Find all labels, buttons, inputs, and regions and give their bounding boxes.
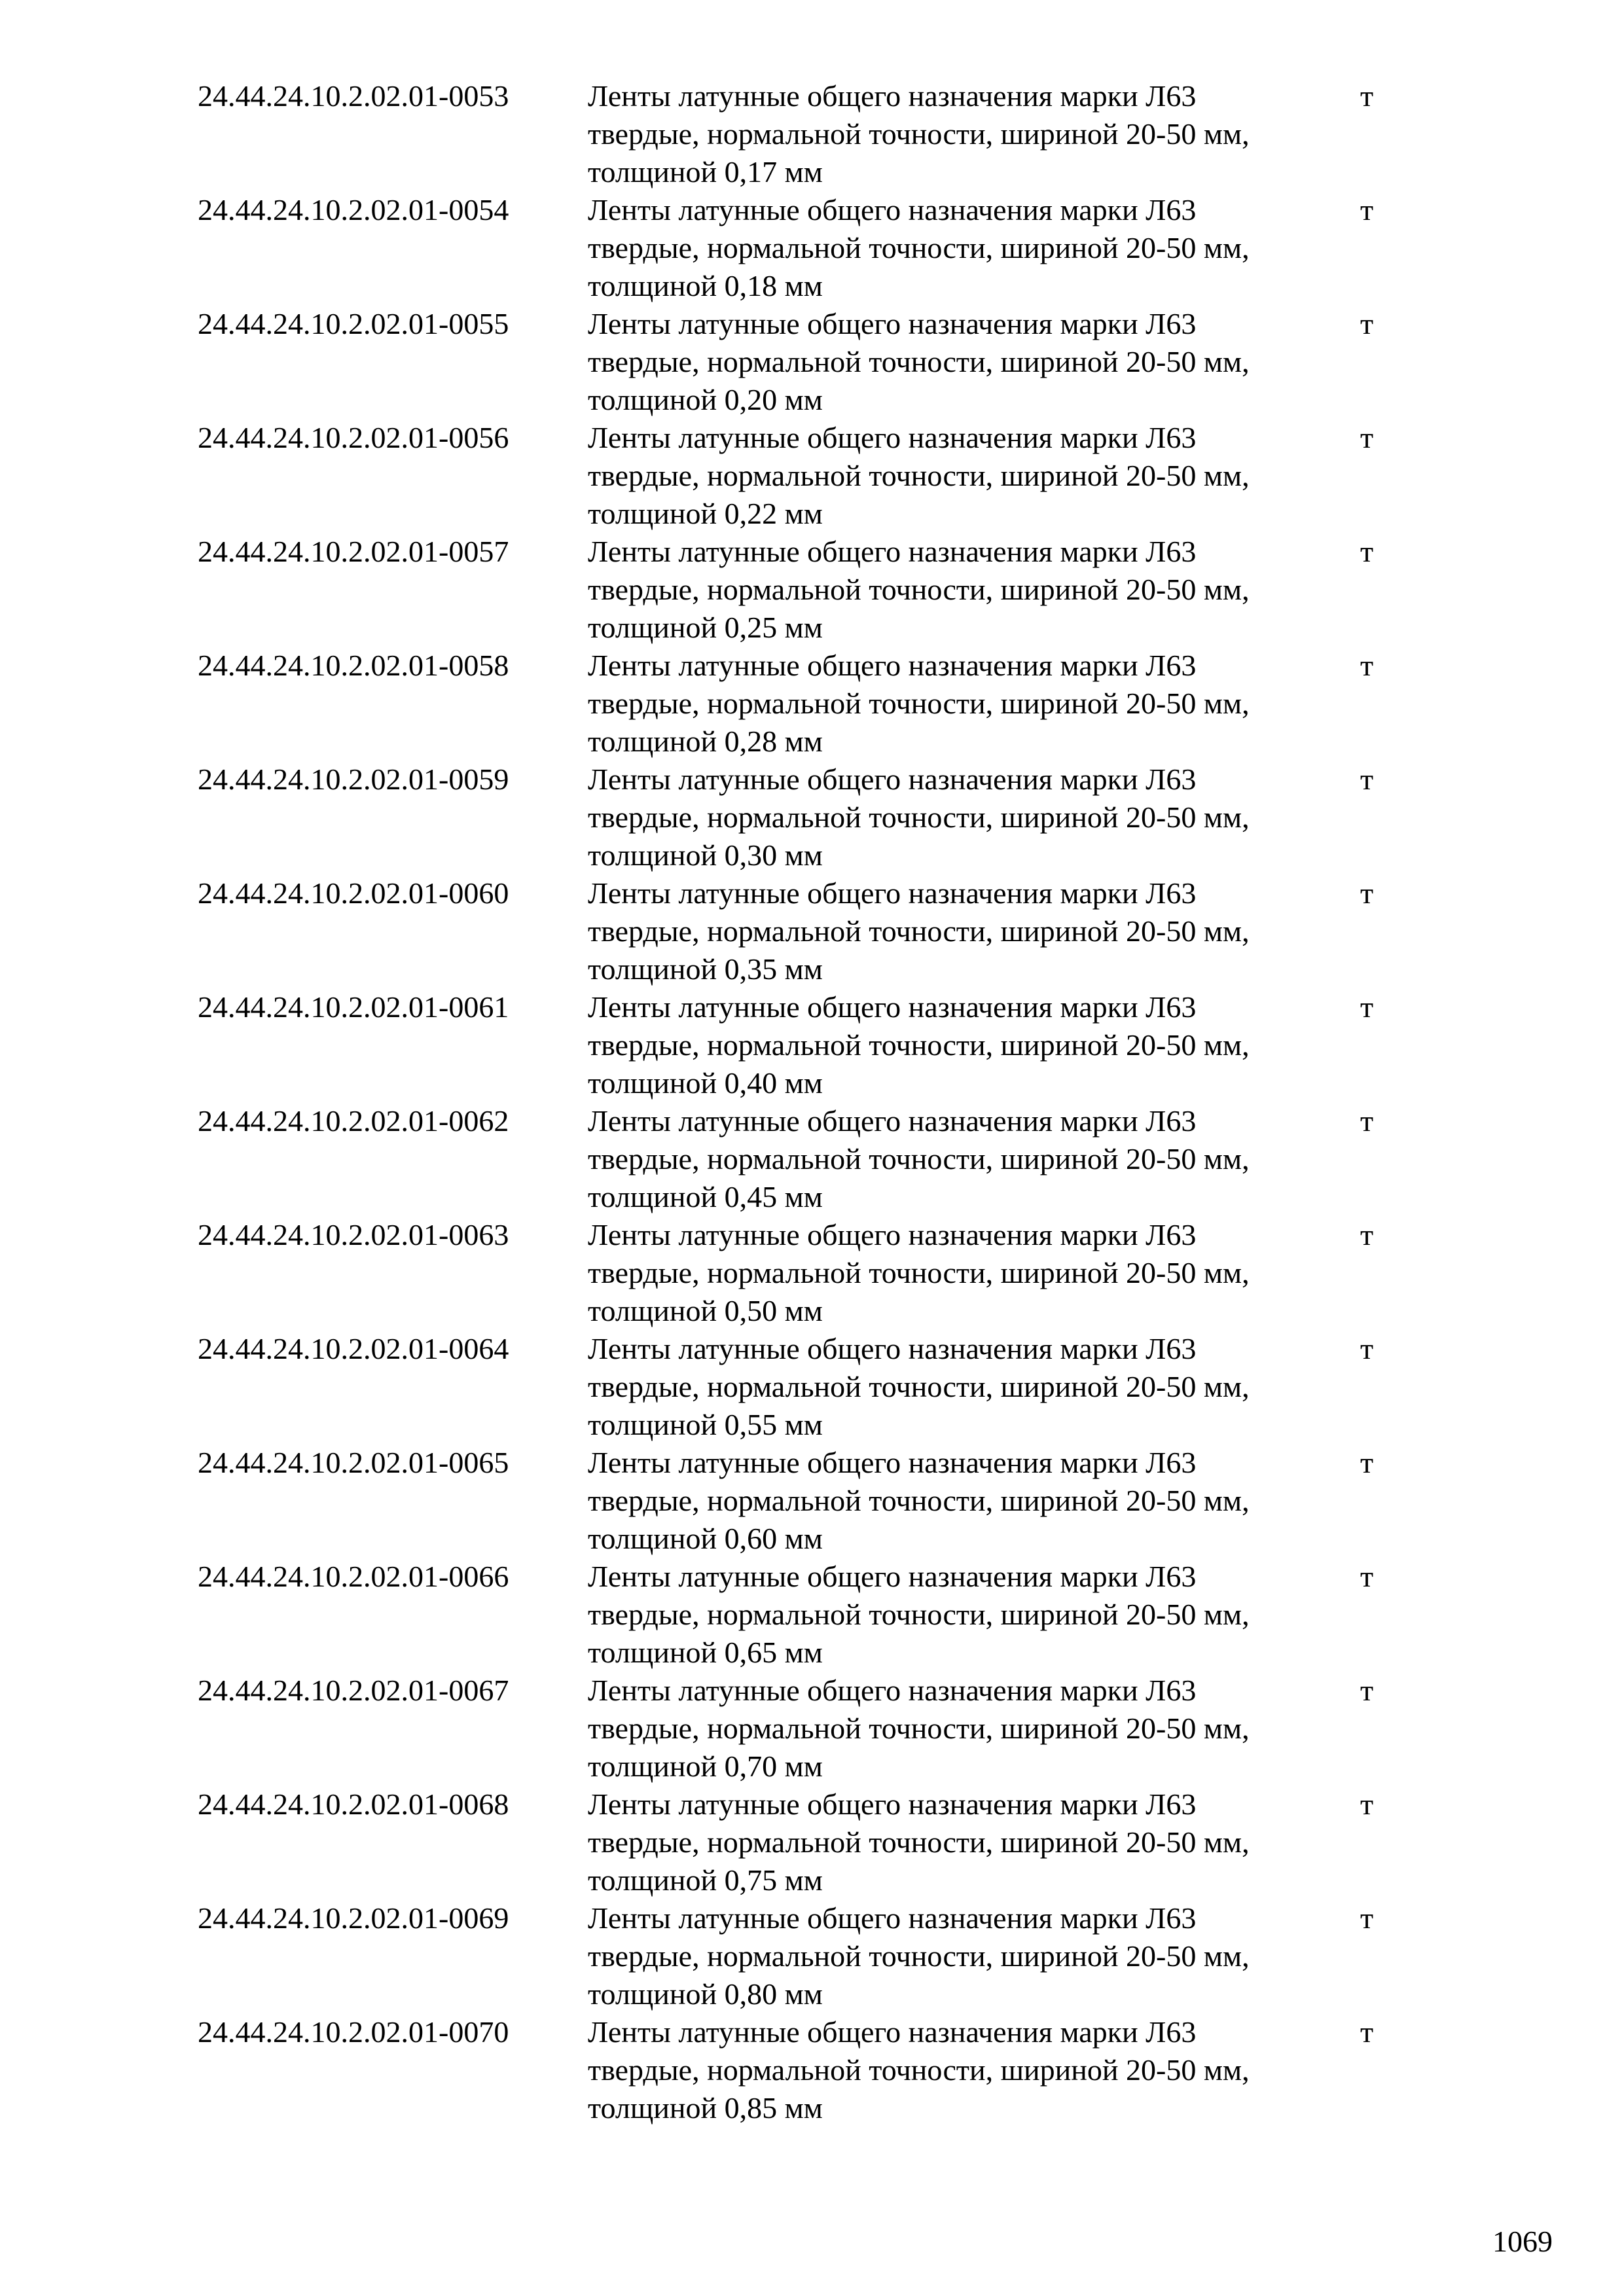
description-line: твердые, нормальной точности, шириной 20-50 мм, (588, 2053, 1250, 2087)
description-line: толщиной 0,85 мм (588, 2091, 823, 2125)
resource-description (588, 761, 1360, 874)
unit-of-measure: т (1360, 649, 1374, 682)
resource-description (588, 1672, 1360, 1785)
table-row (198, 191, 1441, 305)
unit-of-measure: т (1360, 1674, 1374, 1707)
unit-of-measure: т (1360, 1560, 1374, 1593)
resource-code: 24.44.24.10.2.02.01-0070 (198, 2015, 509, 2049)
unit-of-measure: т (1360, 307, 1374, 340)
unit-of-measure: т (1360, 1901, 1374, 1935)
resource-code: 24.44.24.10.2.02.01-0058 (198, 649, 509, 682)
description-line: твердые, нормальной точности, шириной 20-50 мм, (588, 117, 1250, 151)
description-line: Ленты латунные общего назначения марки Л63 (588, 307, 1197, 340)
description-line: твердые, нормальной точности, шириной 20-50 мм, (588, 231, 1250, 264)
resource-code: 24.44.24.10.2.02.01-0064 (198, 1332, 509, 1365)
description-line: твердые, нормальной точности, шириной 20-50 мм, (588, 687, 1250, 720)
description-line: толщиной 0,30 мм (588, 838, 823, 872)
table-row (198, 1444, 1441, 1558)
table-row (198, 419, 1441, 533)
resource-description (588, 988, 1360, 1102)
resource-code: 24.44.24.10.2.02.01-0054 (198, 193, 509, 226)
page-number: 1069 (1492, 2225, 1553, 2258)
description-line: Ленты латунные общего назначения марки Л63 (588, 1218, 1197, 1251)
description-line: толщиной 0,17 мм (588, 155, 823, 188)
description-line: толщиной 0,45 мм (588, 1180, 823, 1213)
description-line: толщиной 0,18 мм (588, 269, 823, 302)
resource-description (588, 305, 1360, 419)
description-line: твердые, нормальной точности, шириной 20-50 мм, (588, 800, 1250, 834)
description-line: твердые, нормальной точности, шириной 20-50 мм, (588, 1370, 1250, 1403)
unit-of-measure: т (1360, 1787, 1374, 1821)
unit-of-measure: т (1360, 2015, 1374, 2049)
description-line: твердые, нормальной точности, шириной 20-50 мм, (588, 914, 1250, 948)
unit-of-measure: т (1360, 762, 1374, 796)
resource-code: 24.44.24.10.2.02.01-0053 (198, 79, 509, 113)
resource-code: 24.44.24.10.2.02.01-0065 (198, 1446, 509, 1479)
table-row (198, 1330, 1441, 1444)
unit-of-measure: т (1360, 421, 1374, 454)
unit-of-measure: т (1360, 1104, 1374, 1138)
description-line: Ленты латунные общего назначения марки Л63 (588, 649, 1197, 682)
resource-code: 24.44.24.10.2.02.01-0066 (198, 1560, 509, 1593)
description-line: твердые, нормальной точности, шириной 20-50 мм, (588, 459, 1250, 492)
description-line: твердые, нормальной точности, шириной 20-50 мм, (588, 1939, 1250, 1973)
description-line: твердые, нормальной точности, шириной 20-50 мм, (588, 1484, 1250, 1517)
description-line: толщиной 0,55 мм (588, 1408, 823, 1441)
table-row (198, 1899, 1441, 2013)
resource-description (588, 533, 1360, 647)
resource-code: 24.44.24.10.2.02.01-0067 (198, 1674, 509, 1707)
description-line: Ленты латунные общего назначения марки Л63 (588, 1446, 1197, 1479)
resource-description (588, 1102, 1360, 1216)
description-line: толщиной 0,65 мм (588, 1636, 823, 1669)
unit-of-measure: т (1360, 193, 1374, 226)
description-line: Ленты латунные общего назначения марки Л63 (588, 79, 1197, 113)
description-line: твердые, нормальной точности, шириной 20-50 мм, (588, 1142, 1250, 1175)
resource-description (588, 1785, 1360, 1899)
resource-description (588, 647, 1360, 761)
unit-of-measure: т (1360, 535, 1374, 568)
description-line: толщиной 0,75 мм (588, 1863, 823, 1897)
description-line: Ленты латунные общего назначения марки Л63 (588, 421, 1197, 454)
resource-code: 24.44.24.10.2.02.01-0061 (198, 990, 509, 1024)
table-row (198, 2013, 1441, 2127)
description-line: Ленты латунные общего назначения марки Л63 (588, 1674, 1197, 1707)
description-line: Ленты латунные общего назначения марки Л63 (588, 2015, 1197, 2049)
description-line: толщиной 0,25 мм (588, 611, 823, 644)
description-line: твердые, нормальной точности, шириной 20-50 мм, (588, 345, 1250, 378)
table-row (198, 988, 1441, 1102)
table-row (198, 874, 1441, 988)
unit-of-measure: т (1360, 79, 1374, 113)
resource-description (588, 1899, 1360, 2013)
resource-code: 24.44.24.10.2.02.01-0062 (198, 1104, 509, 1138)
resource-code: 24.44.24.10.2.02.01-0057 (198, 535, 509, 568)
description-line: Ленты латунные общего назначения марки Л63 (588, 1560, 1197, 1593)
description-line: толщиной 0,60 мм (588, 1522, 823, 1555)
description-line: Ленты латунные общего назначения марки Л63 (588, 990, 1197, 1024)
description-line: Ленты латунные общего назначения марки Л63 (588, 876, 1197, 910)
table-row (198, 1672, 1441, 1785)
table-row (198, 77, 1441, 191)
resource-code: 24.44.24.10.2.02.01-0056 (198, 421, 509, 454)
resource-description (588, 2013, 1360, 2127)
resource-description (588, 1558, 1360, 1672)
table-row (198, 1785, 1441, 1899)
resource-code: 24.44.24.10.2.02.01-0059 (198, 762, 509, 796)
description-line: толщиной 0,50 мм (588, 1294, 823, 1327)
table-row (198, 305, 1441, 419)
unit-of-measure: т (1360, 990, 1374, 1024)
resource-code: 24.44.24.10.2.02.01-0060 (198, 876, 509, 910)
description-line: толщиной 0,35 мм (588, 952, 823, 986)
resource-code: 24.44.24.10.2.02.01-0063 (198, 1218, 509, 1251)
resource-code: 24.44.24.10.2.02.01-0068 (198, 1787, 509, 1821)
unit-of-measure: т (1360, 1218, 1374, 1251)
materials-table (198, 77, 1441, 2127)
resource-description (588, 77, 1360, 191)
table-row (198, 1558, 1441, 1672)
resource-description (588, 874, 1360, 988)
resource-description (588, 419, 1360, 533)
description-line: Ленты латунные общего назначения марки Л63 (588, 1787, 1197, 1821)
table-row (198, 761, 1441, 874)
description-line: Ленты латунные общего назначения марки Л63 (588, 1104, 1197, 1138)
table-row (198, 533, 1441, 647)
description-line: Ленты латунные общего назначения марки Л63 (588, 1332, 1197, 1365)
resource-code: 24.44.24.10.2.02.01-0069 (198, 1901, 509, 1935)
description-line: твердые, нормальной точности, шириной 20-50 мм, (588, 1598, 1250, 1631)
resource-code: 24.44.24.10.2.02.01-0055 (198, 307, 509, 340)
resource-description (588, 1216, 1360, 1330)
description-line: твердые, нормальной точности, шириной 20-50 мм, (588, 573, 1250, 606)
resource-description (588, 1444, 1360, 1558)
description-line: толщиной 0,20 мм (588, 383, 823, 416)
resource-description (588, 1330, 1360, 1444)
description-line: толщиной 0,22 мм (588, 497, 823, 530)
table-row (198, 1216, 1441, 1330)
description-line: твердые, нормальной точности, шириной 20-50 мм, (588, 1028, 1250, 1062)
description-line: твердые, нормальной точности, шириной 20-50 мм, (588, 1712, 1250, 1745)
description-line: толщиной 0,70 мм (588, 1749, 823, 1783)
table-row (198, 1102, 1441, 1216)
description-line: толщиной 0,80 мм (588, 1977, 823, 2011)
unit-of-measure: т (1360, 876, 1374, 910)
description-line: Ленты латунные общего назначения марки Л63 (588, 762, 1197, 796)
description-line: толщиной 0,40 мм (588, 1066, 823, 1100)
unit-of-measure: т (1360, 1446, 1374, 1479)
resource-description (588, 191, 1360, 305)
description-line: твердые, нормальной точности, шириной 20-50 мм, (588, 1825, 1250, 1859)
description-line: Ленты латунные общего назначения марки Л63 (588, 535, 1197, 568)
unit-of-measure: т (1360, 1332, 1374, 1365)
description-line: толщиной 0,28 мм (588, 725, 823, 758)
description-line: твердые, нормальной точности, шириной 20-50 мм, (588, 1256, 1250, 1289)
description-line: Ленты латунные общего назначения марки Л63 (588, 1901, 1197, 1935)
table-row (198, 647, 1441, 761)
description-line: Ленты латунные общего назначения марки Л63 (588, 193, 1197, 226)
